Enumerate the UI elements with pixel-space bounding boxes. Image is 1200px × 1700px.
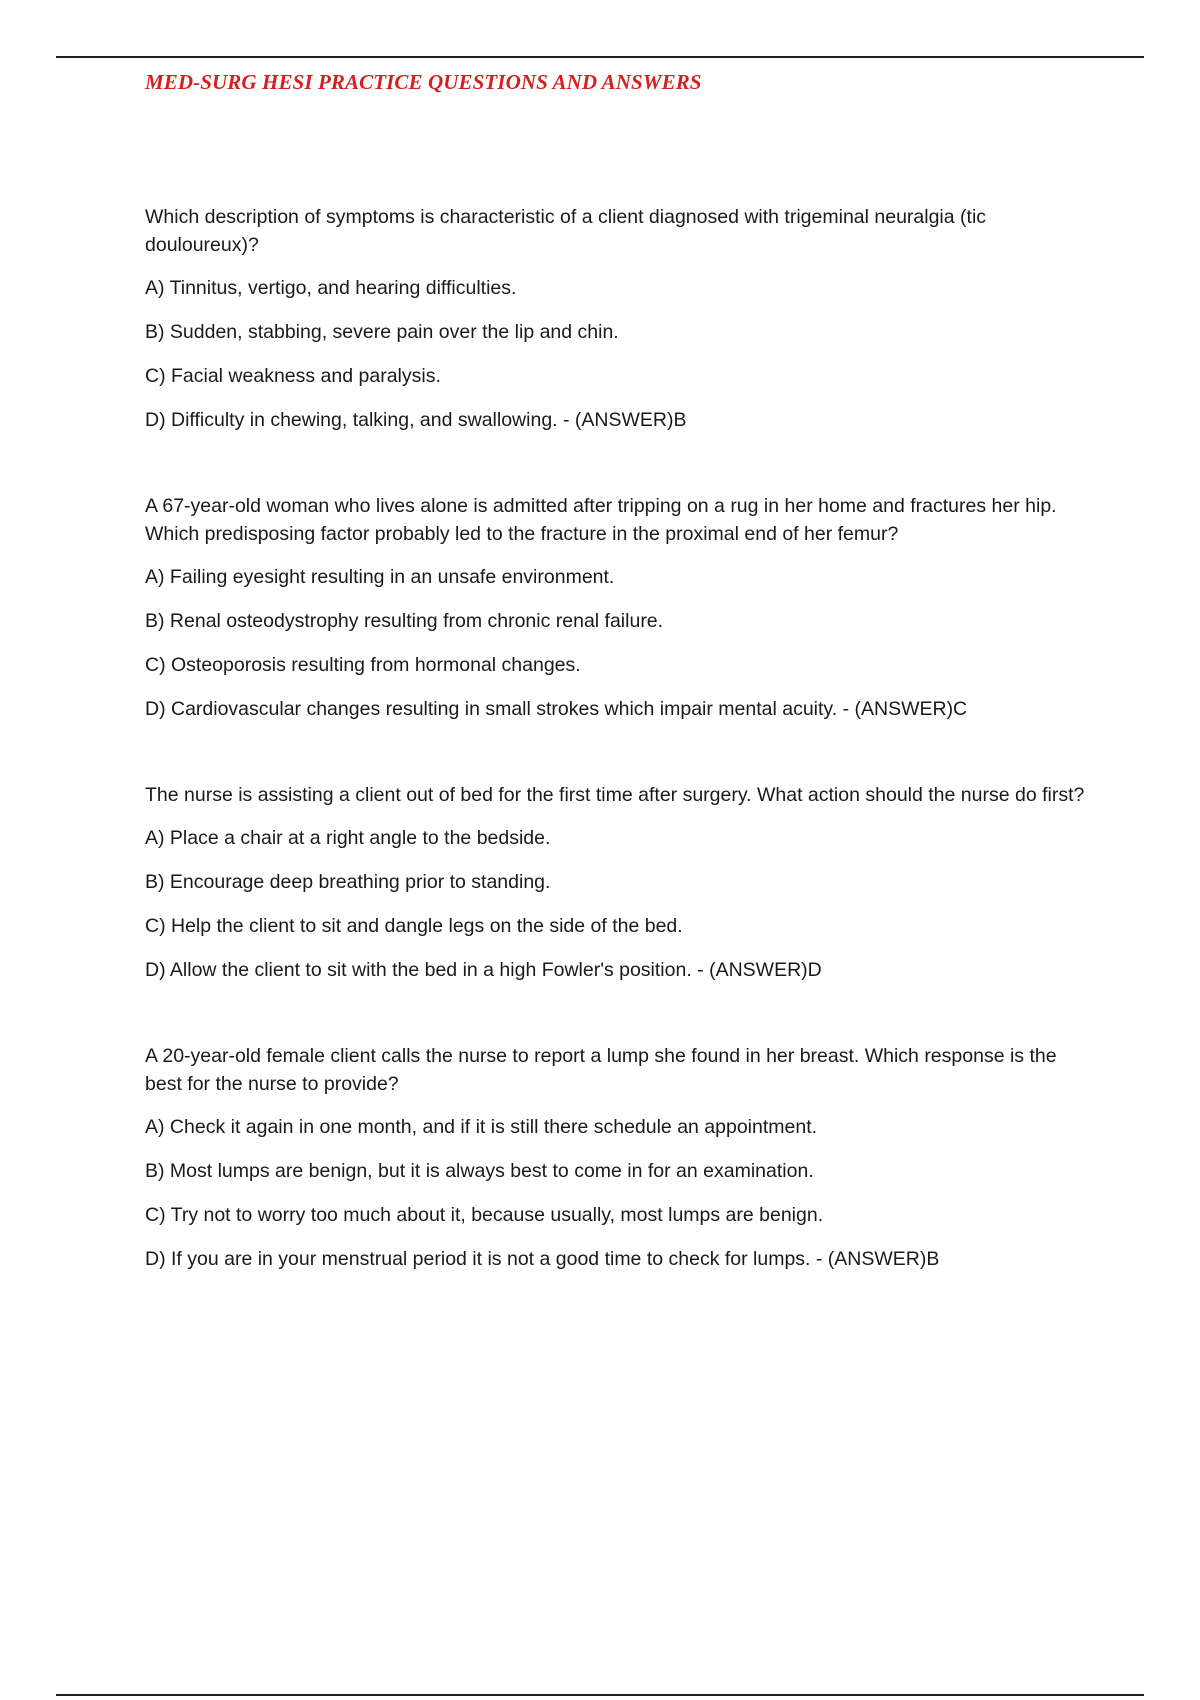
question-3-option-b: B) Encourage deep breathing prior to standing.: [145, 871, 551, 893]
question-4: [145, 1042, 1095, 1273]
document-title: MED-SURG HESI PRACTICE QUESTIONS AND ANSWERS: [145, 70, 702, 94]
question-2-text: A 67-year-old woman who lives alone is admitted after tripping on a rug in her home and fractures her hip. Which predisposing factor probably led to the fracture in the proximal end of her femur?: [145, 495, 1057, 545]
question-2-option-d: D) Cardiovascular changes resulting in small strokes which impair mental acuity. - (ANSWER)C: [145, 698, 968, 720]
question-4-option-a: A) Check it again in one month, and if it is still there schedule an appointment.: [145, 1116, 818, 1138]
question-4-option-b: B) Most lumps are benign, but it is always best to come in for an examination.: [145, 1160, 814, 1182]
question-3: [145, 781, 1095, 984]
question-2-option-a: A) Failing eyesight resulting in an unsafe environment.: [145, 566, 615, 588]
question-4-option-d: D) If you are in your menstrual period it is not a good time to check for lumps. - (ANSWER)B: [145, 1248, 940, 1270]
question-3-option-a: A) Place a chair at a right angle to the bedside.: [145, 827, 551, 849]
question-1-option-d: D) Difficulty in chewing, talking, and swallowing. - (ANSWER)B: [145, 409, 687, 431]
question-1-option-a: A) Tinnitus, vertigo, and hearing difficulties.: [145, 277, 517, 299]
question-list: [145, 203, 1095, 1273]
question-2-option-b: B) Renal osteodystrophy resulting from chronic renal failure.: [145, 610, 664, 632]
header-rule: [56, 56, 1144, 58]
question-1-text: Which description of symptoms is characteristic of a client diagnosed with trigeminal neuralgia (tic douloureux)?: [145, 206, 987, 256]
question-2: [145, 492, 1095, 723]
footer-rule: [56, 1694, 1144, 1696]
question-1: [145, 203, 1095, 434]
question-1-option-c: C) Facial weakness and paralysis.: [145, 365, 441, 387]
question-4-text: A 20-year-old female client calls the nurse to report a lump she found in her breast. Which response is the best for the nurse to provide?: [145, 1045, 1057, 1095]
question-2-option-c: C) Osteoporosis resulting from hormonal changes.: [145, 654, 581, 676]
question-3-text: The nurse is assisting a client out of bed for the first time after surgery. What action should the nurse do first?: [145, 784, 1085, 806]
question-3-option-d: D) Allow the client to sit with the bed in a high Fowler's position. - (ANSWER)D: [145, 959, 822, 981]
question-4-option-c: C) Try not to worry too much about it, because usually, most lumps are benign.: [145, 1204, 824, 1226]
question-1-option-b: B) Sudden, stabbing, severe pain over the lip and chin.: [145, 321, 619, 343]
question-3-option-c: C) Help the client to sit and dangle legs on the side of the bed.: [145, 915, 683, 937]
